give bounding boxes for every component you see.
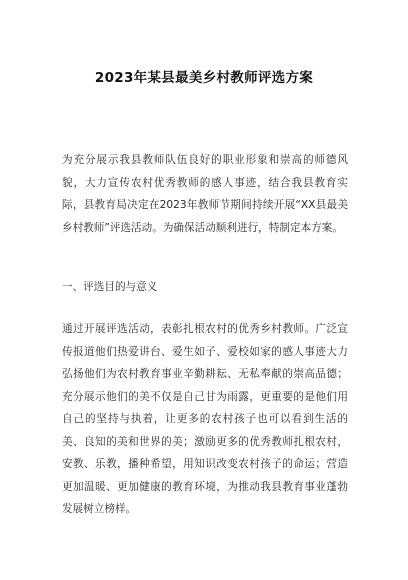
section-heading: 一、评选目的与意义 <box>62 281 158 293</box>
section-paragraph: 通过开展评选活动，表彰扎根农村的优秀乡村教师。广泛宣传报道他们热爱讲台、爱生如子、爱校如家的感人事迹大力弘扬他们为农村教育事业辛勤耕耘、无私奉献的崇高品德；充分展示他们的美不仅是自己甘为雨露，更重要的是他们用自己的坚持与执着，让更多的农村孩子也可以看到生活的美、良知的美和世界的美；激励更多的优秀教师扎根农村，安教、乐教，播种希望，用知识改变农村孩子的命运；营造更加温暖、更加健康的教育环境，为推动我县教育事业蓬勃发展树立榜样。 <box>62 323 348 515</box>
document-title: 2023年某县最美乡村教师评选方案 <box>94 70 314 86</box>
intro-paragraph: 为充分展示我县教师队伍良好的职业形象和崇高的师德风貌，大力宣传农村优秀教师的感人事迹，结合我县教育实际，县教育局决定在2023年教师节期间持续开展“XX县最美乡村教师”评选活动。为确保活动顺利进行，特制定本方案。 <box>62 154 348 234</box>
